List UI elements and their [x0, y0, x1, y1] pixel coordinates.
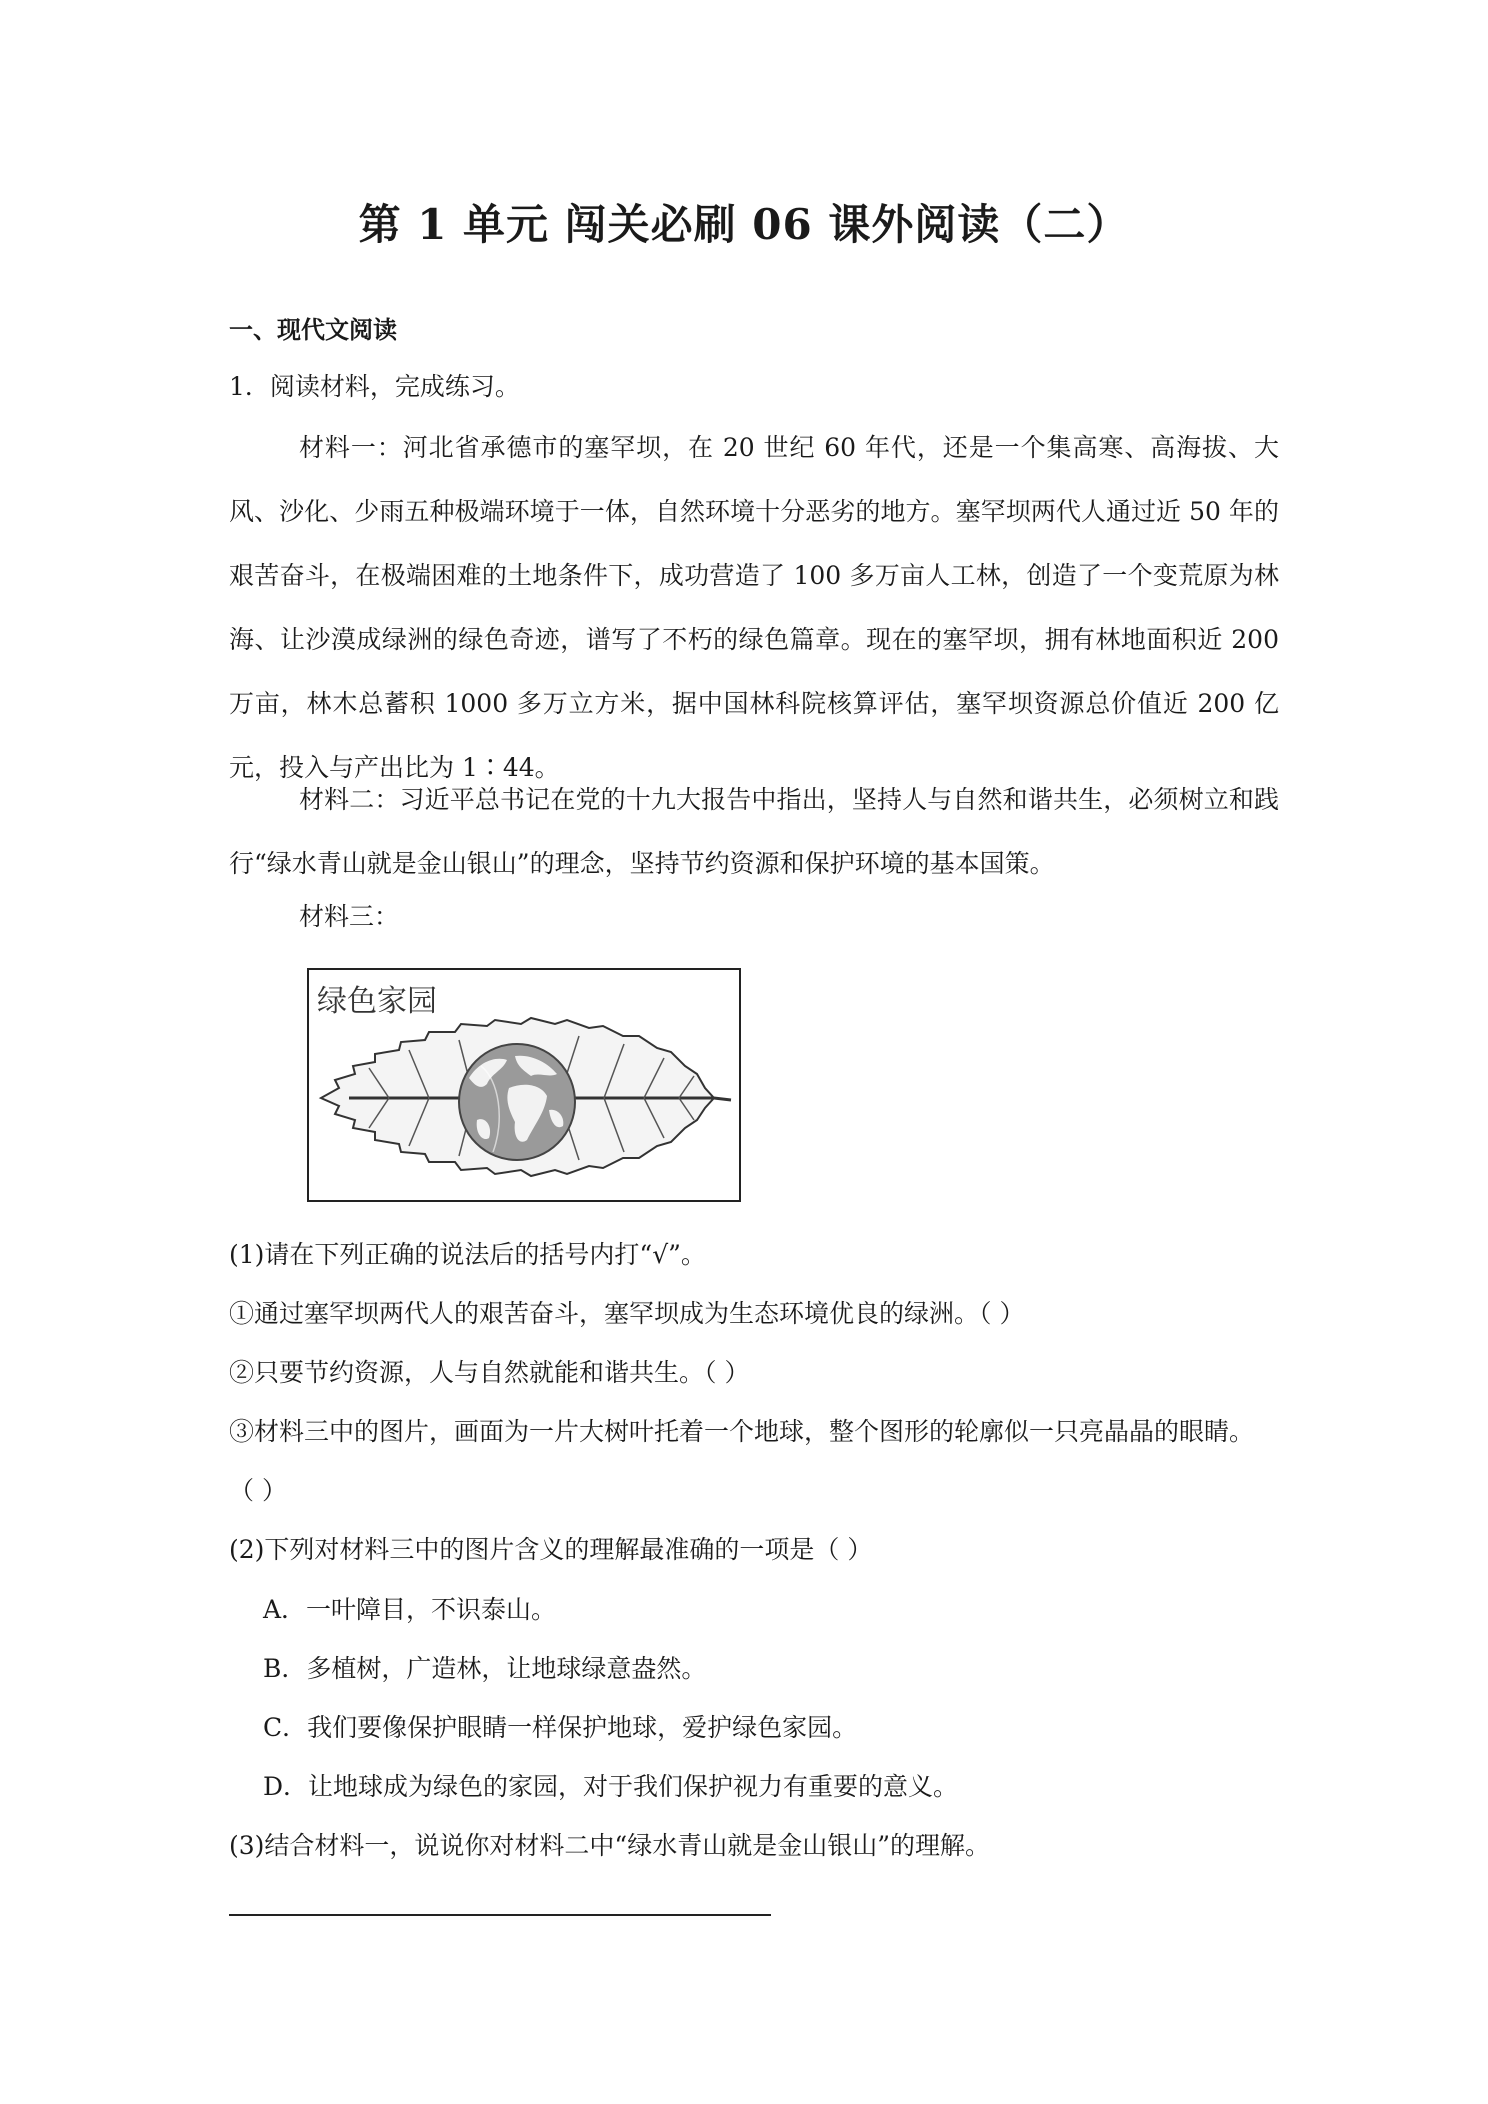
green-home-figure [307, 968, 741, 1202]
figure-caption: 绿色家园 [317, 984, 437, 1019]
q2-option-c: C．我们要像保护眼睛一样保护地球，爱护绿色家园。 [263, 1713, 858, 1742]
material-one-paragraph: 材料一：河北省承德市的塞罕坝，在 20 世纪 60 年代，还是一个集高寒、高海拔、大风、沙化、少雨五种极端环境于一体，自然环境十分恶劣的地方。塞罕坝两代人通过近 50 年的艰苦奋斗，在极端困难的土地条件下，成功营造了 100 多万亩人工林，创造了一个变荒原为林海、让沙漠成绿洲的绿色奇迹，谱写了不朽的绿色篇章。现在的塞罕坝，拥有林地面积近 200 万亩，林木总蓄积 1000 多万立方米，据中国林科院核算评估，塞罕坝资源总价值近 200 亿元，投入与产出比为 1∶44。 [229, 433, 1279, 782]
q1-item-3: ③材料三中的图片，画面为一片大树叶托着一个地球，整个图形的轮廓似一只亮晶晶的眼睛。 [229, 1417, 1255, 1446]
q2-option-a: A．一叶障目，不识泰山。 [263, 1595, 557, 1624]
leaf-globe-illustration [309, 970, 739, 1200]
q1-item-2: ②只要节约资源，人与自然就能和谐共生。（ ） [229, 1358, 750, 1387]
q2-prompt: (2)下列对材料三中的图片含义的理解最准确的一项是（ ） [229, 1535, 873, 1564]
section-heading: 一、现代文阅读 [229, 316, 397, 344]
answer-line[interactable] [229, 1914, 771, 1916]
material-two-paragraph: 材料二：习近平总书记在党的十九大报告中指出，坚持人与自然和谐共生，必须树立和践行“绿水青山就是金山银山”的理念，坚持节约资源和保护环境的基本国策。 [229, 785, 1279, 878]
page-title: 第 1 单元 闯关必刷 06 课外阅读（二） [358, 200, 1130, 249]
q3-prompt: (3)结合材料一，说说你对材料二中“绿水青山就是金山银山”的理解。 [229, 1831, 990, 1860]
q1-item-3-bracket: （ ） [229, 1476, 287, 1505]
q1-prompt: (1)请在下列正确的说法后的括号内打“√”。 [229, 1240, 706, 1269]
q2-option-d: D．让地球成为绿色的家园，对于我们保护视力有重要的意义。 [263, 1772, 959, 1801]
question-intro: 1．阅读材料，完成练习。 [229, 372, 520, 401]
material-three-label: 材料三： [299, 902, 400, 931]
q2-option-b: B．多植树，广造林，让地球绿意盎然。 [263, 1654, 707, 1683]
q1-item-1: ①通过塞罕坝两代人的艰苦奋斗，塞罕坝成为生态环境优良的绿洲。（ ） [229, 1299, 1025, 1328]
